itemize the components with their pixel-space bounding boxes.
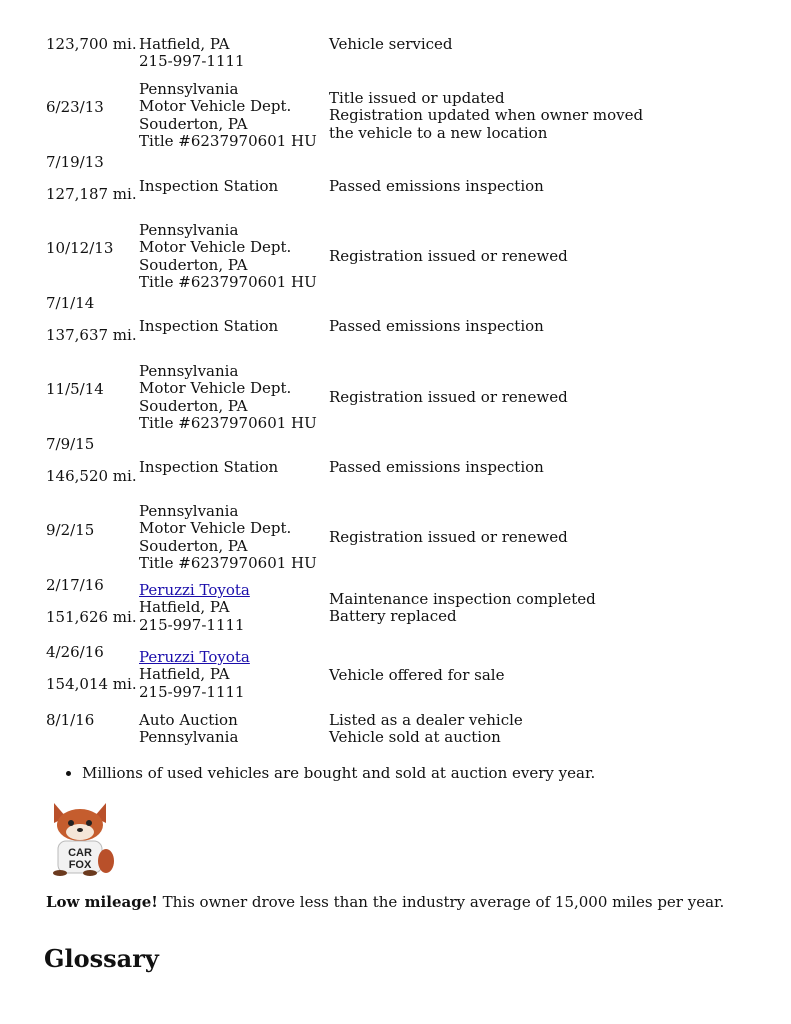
source-line: Hatfield, PA (139, 598, 230, 617)
event-line: Registration issued or renewed (329, 247, 568, 265)
event-line: Passed emissions inspection (329, 177, 544, 195)
mascot-shirt-text: CAR (68, 847, 92, 859)
source-line: Auto Auction (139, 711, 238, 729)
date: 8/1/16 (46, 711, 95, 729)
event-cell (329, 318, 544, 335)
event-cell (329, 389, 568, 406)
source-line: Motor Vehicle Dept. (139, 97, 292, 116)
date: 4/26/16 (46, 643, 104, 661)
source-line: Motor Vehicle Dept. (139, 238, 292, 257)
auction-note-list (46, 765, 595, 782)
event-line: Registration updated when owner moved (329, 106, 644, 125)
dealer-link[interactable]: Peruzzi Toyota (139, 648, 250, 666)
source-line: Inspection Station (139, 317, 279, 335)
event-cell (329, 248, 568, 265)
date: 7/19/13 (46, 153, 104, 171)
source-cell (139, 178, 278, 195)
source-line: Souderton, PA (139, 396, 248, 415)
source-cell (139, 459, 278, 476)
event-line: Passed emissions inspection (329, 317, 544, 335)
mileage: 137,637 mi. (46, 326, 137, 344)
source-line: Souderton, PA (139, 114, 248, 133)
glossary-heading: Glossary (44, 944, 159, 973)
source-line: Pennsylvania (139, 80, 239, 98)
source-cell (139, 318, 278, 335)
event-cell (329, 712, 523, 747)
event-cell (329, 459, 544, 476)
carfox-mascot-icon (46, 799, 116, 877)
source-line: Souderton, PA (139, 536, 248, 555)
event-line: the vehicle to a new location (329, 123, 548, 142)
mileage: 151,626 mi. (46, 608, 137, 626)
event-line: Vehicle serviced (329, 35, 453, 53)
source-line: Souderton, PA (139, 255, 248, 274)
low-mileage-note (46, 894, 724, 911)
source-cell (139, 649, 250, 701)
source-cell (139, 222, 317, 292)
date: 2/17/16 (46, 576, 104, 594)
source-line: Title #6237970601 HU (139, 273, 317, 292)
source-line: Title #6237970601 HU (139, 414, 317, 433)
event-line: Vehicle sold at auction (329, 728, 501, 747)
source-cell (139, 36, 245, 71)
event-cell (329, 529, 568, 546)
event-line: Title issued or updated (329, 89, 505, 107)
event-line: Battery replaced (329, 607, 457, 626)
source-line: Pennsylvania (139, 362, 239, 380)
event-line: Vehicle offered for sale (329, 666, 505, 684)
source-cell (139, 363, 317, 433)
date: 9/2/15 (46, 521, 95, 539)
source-line: Motor Vehicle Dept. (139, 519, 292, 538)
source-line: Title #6237970601 HU (139, 132, 317, 151)
source-line: 215-997-1111 (139, 52, 245, 71)
source-cell (139, 81, 317, 151)
event-line: Registration issued or renewed (329, 528, 568, 546)
low-mileage-text: This owner drove less than the industry average of 15,000 miles per year. (157, 893, 725, 911)
date: 10/12/13 (46, 239, 114, 257)
source-cell (139, 582, 250, 634)
event-line: Maintenance inspection completed (329, 590, 596, 608)
source-cell (139, 712, 238, 747)
mileage: 123,700 mi. (46, 35, 137, 53)
date: 7/1/14 (46, 294, 95, 312)
mileage: 146,520 mi. (46, 467, 137, 485)
event-cell (329, 591, 596, 626)
source-line: Pennsylvania (139, 502, 239, 520)
source-line: Motor Vehicle Dept. (139, 379, 292, 398)
source-line: Inspection Station (139, 458, 279, 476)
event-cell (329, 667, 504, 684)
source-line: Hatfield, PA (139, 665, 230, 684)
source-line: Pennsylvania (139, 221, 239, 239)
source-line: 215-997-1111 (139, 615, 245, 634)
dealer-link[interactable]: Peruzzi Toyota (139, 581, 250, 599)
event-line: Listed as a dealer vehicle (329, 711, 523, 729)
mascot-shirt-text: FOX (68, 859, 92, 871)
mileage: 127,187 mi. (46, 185, 137, 203)
event-cell (329, 90, 643, 142)
source-line: Inspection Station (139, 177, 279, 195)
source-line: 215-997-1111 (139, 682, 245, 701)
event-line: Registration issued or renewed (329, 388, 568, 406)
low-mileage-label: Low mileage! (46, 893, 158, 911)
source-line: Title #6237970601 HU (139, 554, 317, 573)
source-line: Hatfield, PA (139, 35, 230, 53)
date: 11/5/14 (46, 380, 104, 398)
mileage: 154,014 mi. (46, 675, 137, 693)
auction-note: • Millions of used vehicles are bought and sold at auction every year. (82, 765, 595, 782)
date: 6/23/13 (46, 98, 104, 116)
source-cell (139, 503, 317, 573)
event-line: Passed emissions inspection (329, 458, 544, 476)
event-cell (329, 178, 544, 195)
date: 7/9/15 (46, 435, 95, 453)
event-cell (329, 36, 453, 53)
source-line: Pennsylvania (139, 728, 239, 747)
